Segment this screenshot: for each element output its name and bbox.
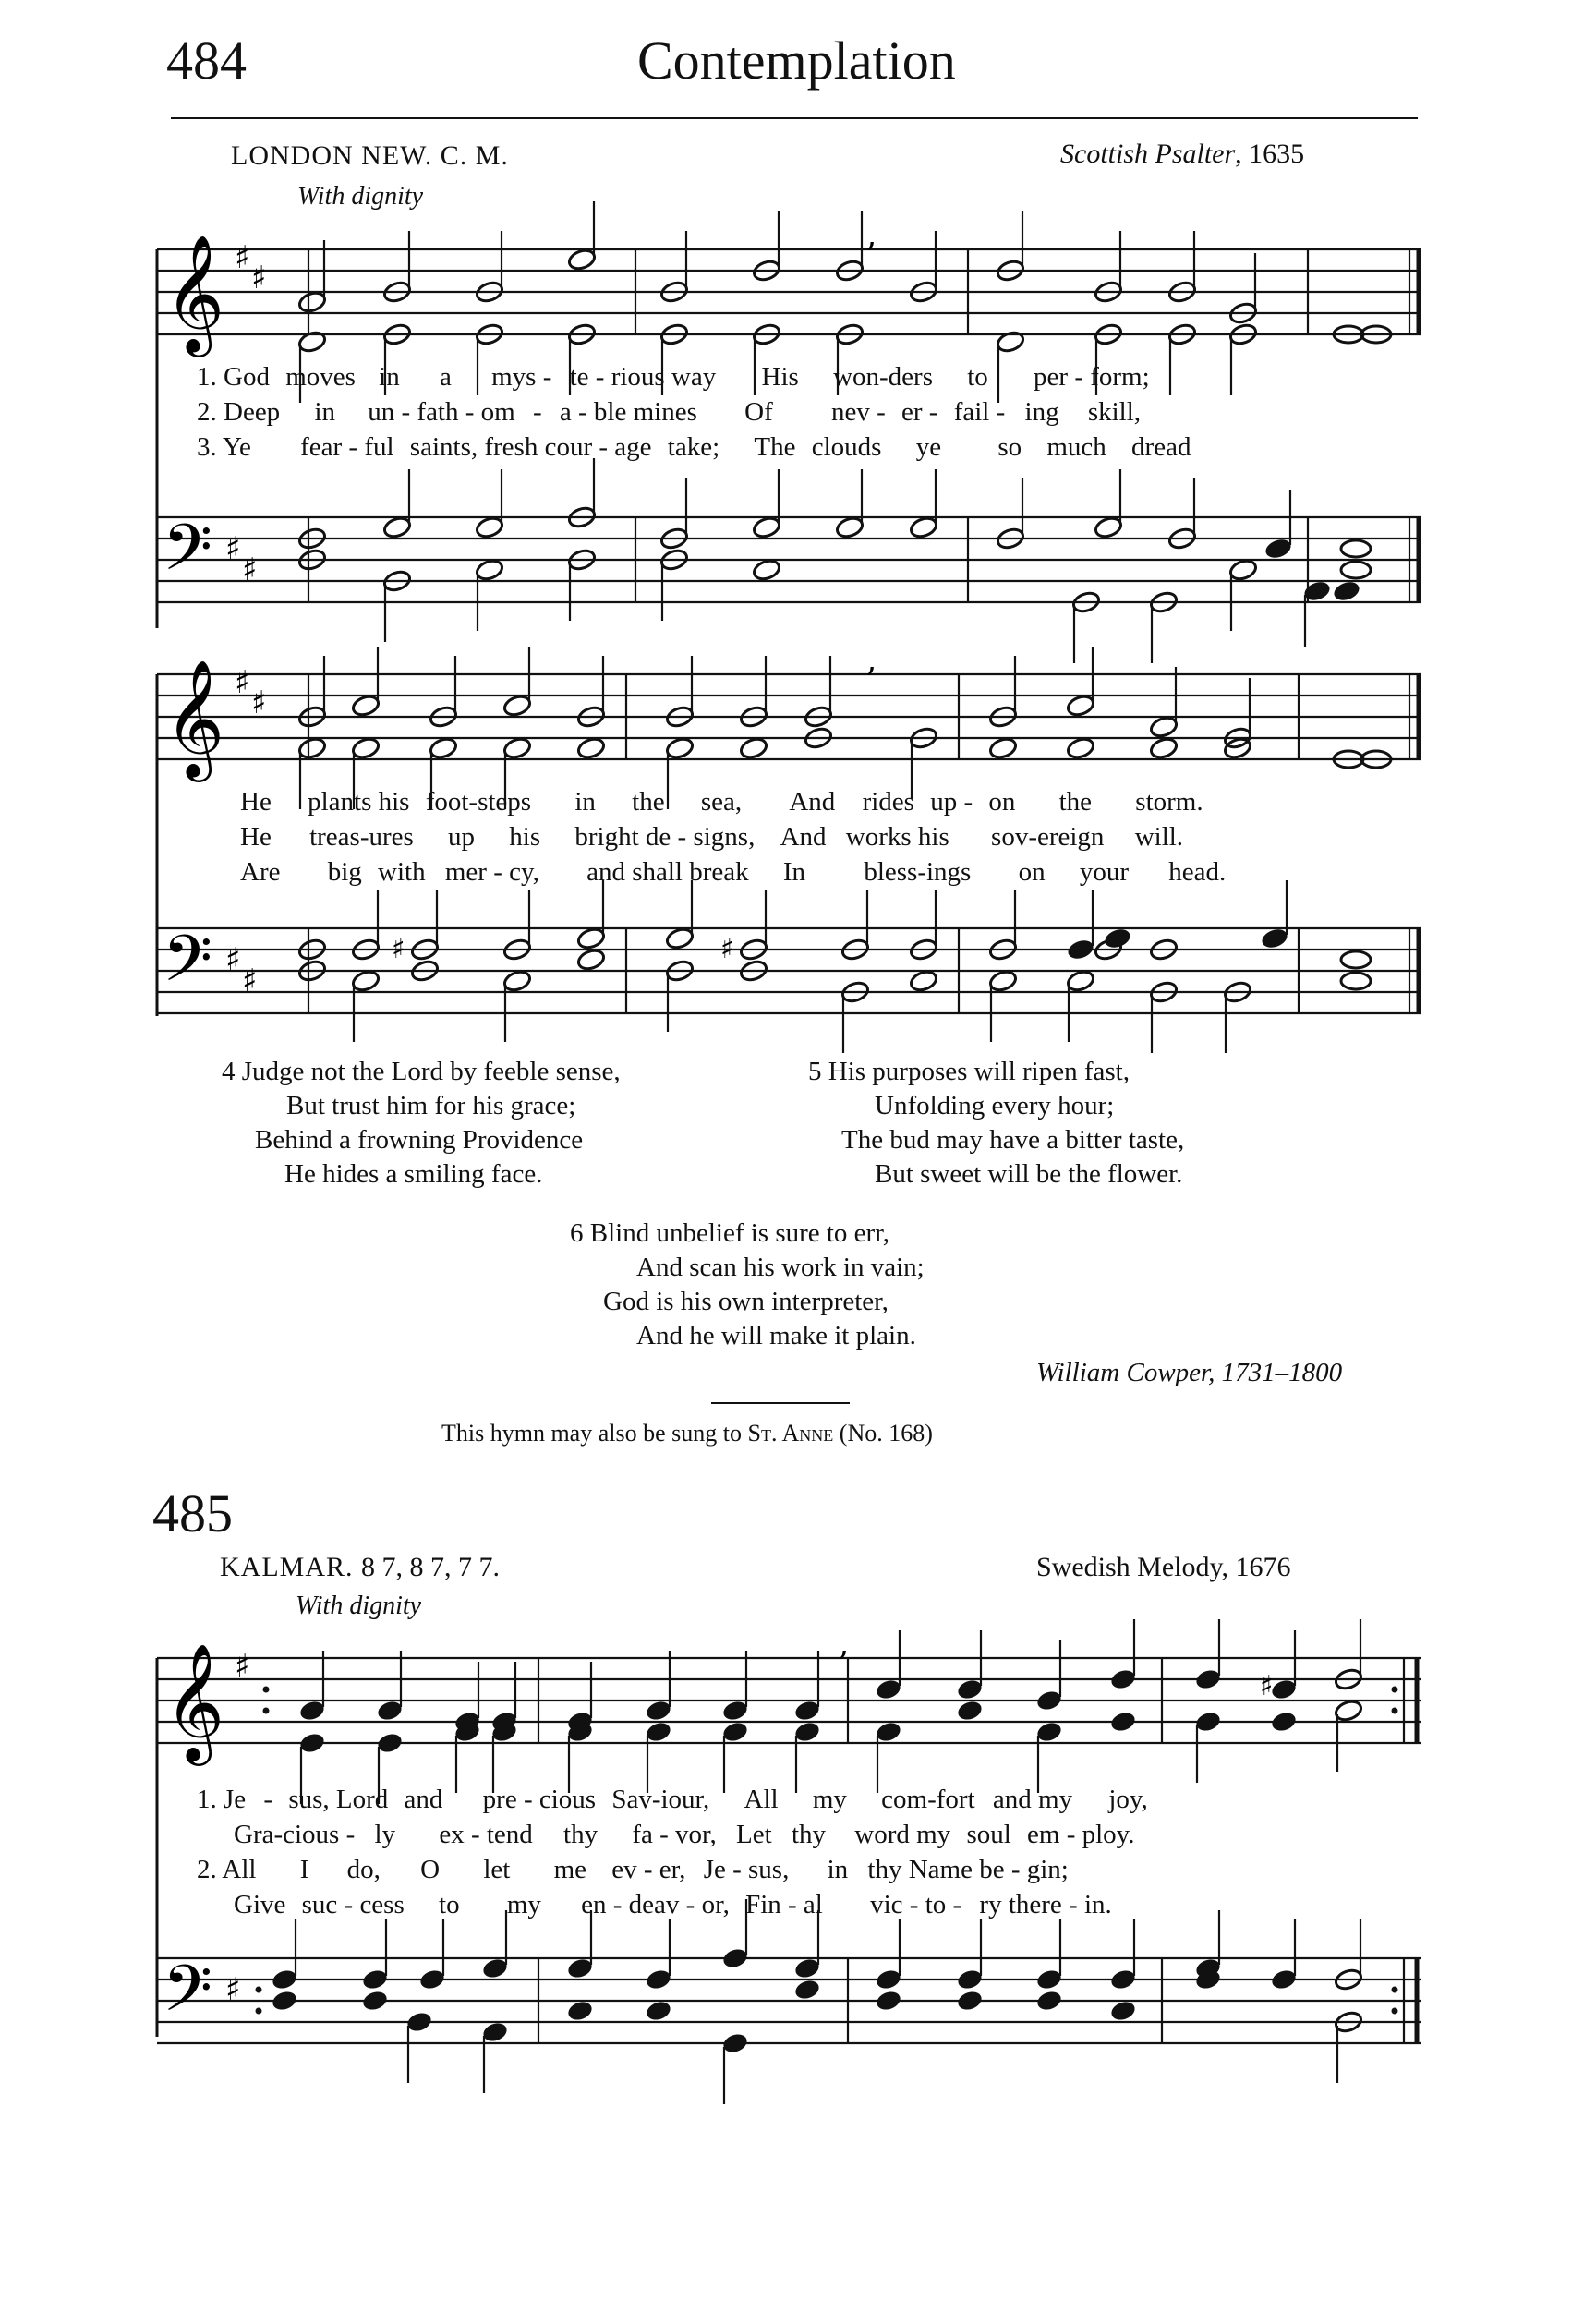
tune-source-kalmar: Swedish Melody, 1676 (1036, 1552, 1291, 1582)
svg-text:𝄞: 𝄞 (164, 234, 225, 352)
author-credit: William Cowper, 1731–1800 (1036, 1358, 1343, 1387)
svg-text:𝄞: 𝄞 (164, 659, 225, 777)
svg-text:♯: ♯ (251, 684, 267, 721)
svg-text:♯: ♯ (225, 941, 241, 978)
stanza-5: 5 His purposes will ripen fast, Unfolding every hour; The bud may have a bitter taste, But sweet will be the flower. (808, 1057, 1185, 1189)
svg-text:𝄞: 𝄞 (164, 1642, 225, 1761)
tempo-marking: With dignity (297, 182, 424, 211)
alternate-tune-note: This hymn may also be sung to St. Anne (No. 168) (441, 1420, 933, 1447)
svg-text:,: , (866, 216, 877, 254)
svg-text:♯: ♯ (1260, 1670, 1274, 1702)
header-rule (171, 117, 1418, 119)
section-title: Contemplation (637, 30, 956, 91)
svg-text:♯: ♯ (235, 1648, 250, 1685)
lyric-line-verse-3: 3. Ye fear - ful saints, fresh cour - age take; The clouds ye so much dread (197, 432, 1191, 462)
kalmar-lyric-line-4: Give suc - cess to my en - deav - or, Fin - al vic - to - ry there - in. (234, 1890, 1112, 1919)
hymn-number: 485 (152, 1483, 233, 1543)
svg-text:♯: ♯ (235, 664, 250, 701)
svg-text:♯: ♯ (225, 530, 241, 567)
music-staff-treble-2 (155, 641, 1422, 804)
tune-name: LONDON NEW. C. M. (231, 140, 509, 171)
lyric-line-verse-3-end: Are big with mer - cy, and shall break In bless-ings on your head. (240, 857, 1227, 887)
music-staff-treble-1 (155, 216, 1422, 379)
svg-text:𝄢: 𝄢 (163, 1951, 213, 2041)
stanza-4: 4 Judge not the Lord by feeble sense, But trust him for his grace; Behind a frowning Providence He hides a smiling face. (222, 1057, 621, 1189)
svg-text:,: , (866, 641, 877, 679)
svg-text:♯: ♯ (225, 1971, 241, 2008)
music-staff-bass-kalmar (155, 1931, 1422, 2097)
svg-text:,: , (839, 1625, 850, 1663)
svg-text:♯: ♯ (392, 933, 405, 965)
kalmar-lyric-line-1: 1. Je - sus, Lord and pre - cious Sav-iour, All my com-fort and my joy, (197, 1785, 1148, 1814)
lyric-line-verse-2-end: He treas-ures up his bright de - signs, And works his sov-ereign will. (240, 822, 1184, 852)
separator-rule (711, 1402, 850, 1404)
svg-text:♯: ♯ (235, 239, 250, 276)
svg-text:♯: ♯ (242, 962, 258, 999)
lyric-line-verse-1-end: He plants his foot-steps in the sea, And rides up - on the storm. (240, 787, 1203, 817)
lyric-line-verse-1: 1. God moves in a mys - te - rious way His won-ders to per - form; (197, 362, 1150, 392)
music-staff-treble-kalmar (155, 1625, 1422, 1787)
stanza-6: 6 Blind unbelief is sure to err, And scan his work in vain; God is his own interpreter, And he will make it plain. (570, 1218, 925, 1350)
music-staff-bass-2 (155, 901, 1422, 1058)
kalmar-lyric-line-3: 2. All I do, O let me ev - er, Je - sus, in thy Name be - gin; (197, 1855, 1069, 1884)
svg-text:♯: ♯ (720, 933, 734, 965)
svg-text:♯: ♯ (251, 260, 267, 297)
svg-text:𝄢: 𝄢 (163, 921, 213, 1011)
lyric-line-verse-2: 2. Deep in un - fath - om - a - ble mines Of nev - er - fail - ing skill, (197, 397, 1142, 427)
music-staff-bass-1 (155, 490, 1422, 647)
tune-source: Scottish Psalter, 1635 (1060, 139, 1305, 169)
kalmar-lyric-line-2: Gra-cious - ly ex - tend thy fa - vor, Let thy word my soul em - ploy. (234, 1820, 1135, 1849)
tune-name-kalmar: KALMAR. 8 7, 8 7, 7 7. (220, 1552, 501, 1582)
tempo-marking-kalmar: With dignity (296, 1592, 422, 1620)
svg-text:𝄢: 𝄢 (163, 510, 213, 600)
page-number: 484 (166, 30, 247, 91)
svg-text:♯: ♯ (242, 551, 258, 588)
